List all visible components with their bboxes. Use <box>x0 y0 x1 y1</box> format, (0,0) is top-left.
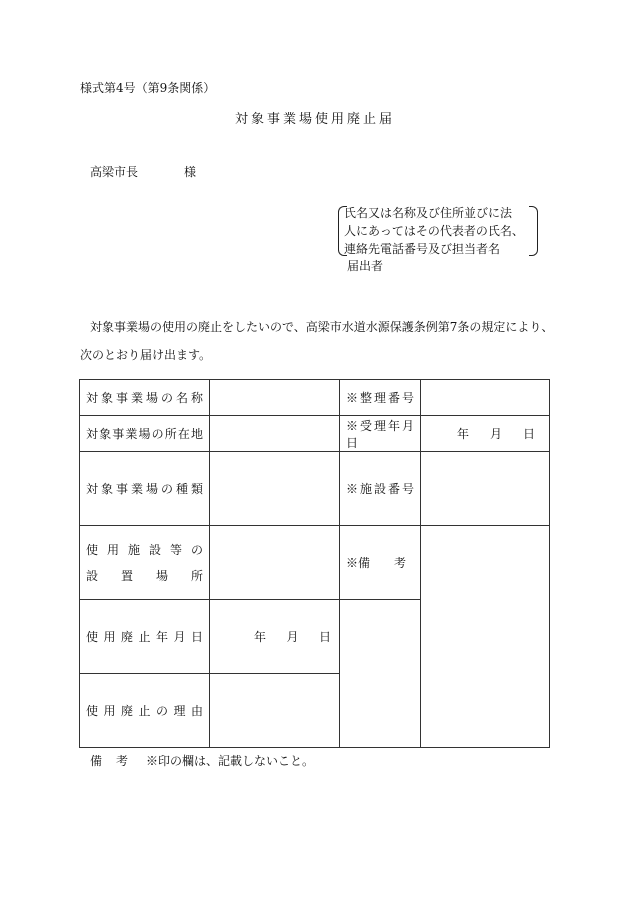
addressee-honorific: 様 <box>184 165 197 179</box>
year-unit: 年 <box>254 630 267 644</box>
blank-cell <box>340 600 421 748</box>
body-text <box>80 313 560 369</box>
year-unit: 年 <box>457 427 470 441</box>
label-installation-place-line-1: 使用施設等の <box>86 542 203 557</box>
label-facility-type: 対象事業場の種類 <box>80 452 210 526</box>
note-line-2: 人にあってはその代表者の氏名、 <box>344 224 524 238</box>
field-abolition-reason[interactable] <box>210 674 340 748</box>
month-unit: 月 <box>286 630 299 644</box>
day-unit: 日 <box>318 630 331 644</box>
label-installation-place-line-2: 設置場所 <box>86 568 203 583</box>
note-line-3: 連絡先電話番号及び担当者名 <box>344 242 501 256</box>
table-row <box>80 380 550 416</box>
label-facility-location: 対象事業場の所在地 <box>80 416 210 452</box>
label-receipt-date: ※受理年月日 <box>340 416 421 452</box>
month-unit: 月 <box>489 427 502 441</box>
field-reference-number <box>421 380 550 416</box>
field-receipt-date <box>421 416 550 452</box>
document-title: 対象事業場使用廃止届 <box>234 112 395 127</box>
table-row <box>80 416 550 452</box>
body-line-2: 次のとおり届け出ます。 <box>80 348 212 362</box>
body-line-1: 対象事業場の使用の廃止をしたいので、高梁市水道水源保護条例第7条の規定により、 <box>90 320 554 334</box>
left-bracket <box>338 206 347 256</box>
notification-table <box>79 379 550 748</box>
field-facility-location[interactable] <box>210 416 340 452</box>
label-reference-number: ※整理番号 <box>340 380 421 416</box>
receipt-date-units <box>427 425 543 442</box>
remarks-footnote <box>90 752 314 769</box>
field-installation-place[interactable] <box>210 526 340 600</box>
remarks-text: ※印の欄は、記載しないこと。 <box>146 754 315 768</box>
field-facility-type[interactable] <box>210 452 340 526</box>
field-abolition-date[interactable] <box>210 600 340 674</box>
form-number: 様式第4号（第9条関係） <box>80 81 216 95</box>
abolition-date-units <box>216 628 333 645</box>
day-unit: 日 <box>522 427 535 441</box>
label-installation-place <box>80 526 210 600</box>
table-row <box>80 526 550 600</box>
label-facility-name: 対象事業場の名称 <box>80 380 210 416</box>
notifier-note <box>338 204 534 258</box>
label-remarks-cell: ※備 考 <box>340 526 421 600</box>
label-facility-number: ※施設番号 <box>340 452 421 526</box>
field-facility-number <box>421 452 550 526</box>
note-line-1: 氏名又は名称及び住所並びに法 <box>344 206 513 220</box>
label-abolition-reason: 使用廃止の理由 <box>80 674 210 748</box>
label-abolition-date: 使用廃止年月日 <box>80 600 210 674</box>
table-row <box>80 452 550 526</box>
right-bracket <box>529 206 538 256</box>
notifier-label: 届出者 <box>347 259 384 273</box>
field-facility-name[interactable] <box>210 380 340 416</box>
addressee-name: 高梁市長 <box>90 165 139 179</box>
field-remarks-cell <box>421 526 550 748</box>
addressee <box>90 163 196 180</box>
remarks-label: 備考 <box>90 754 143 768</box>
